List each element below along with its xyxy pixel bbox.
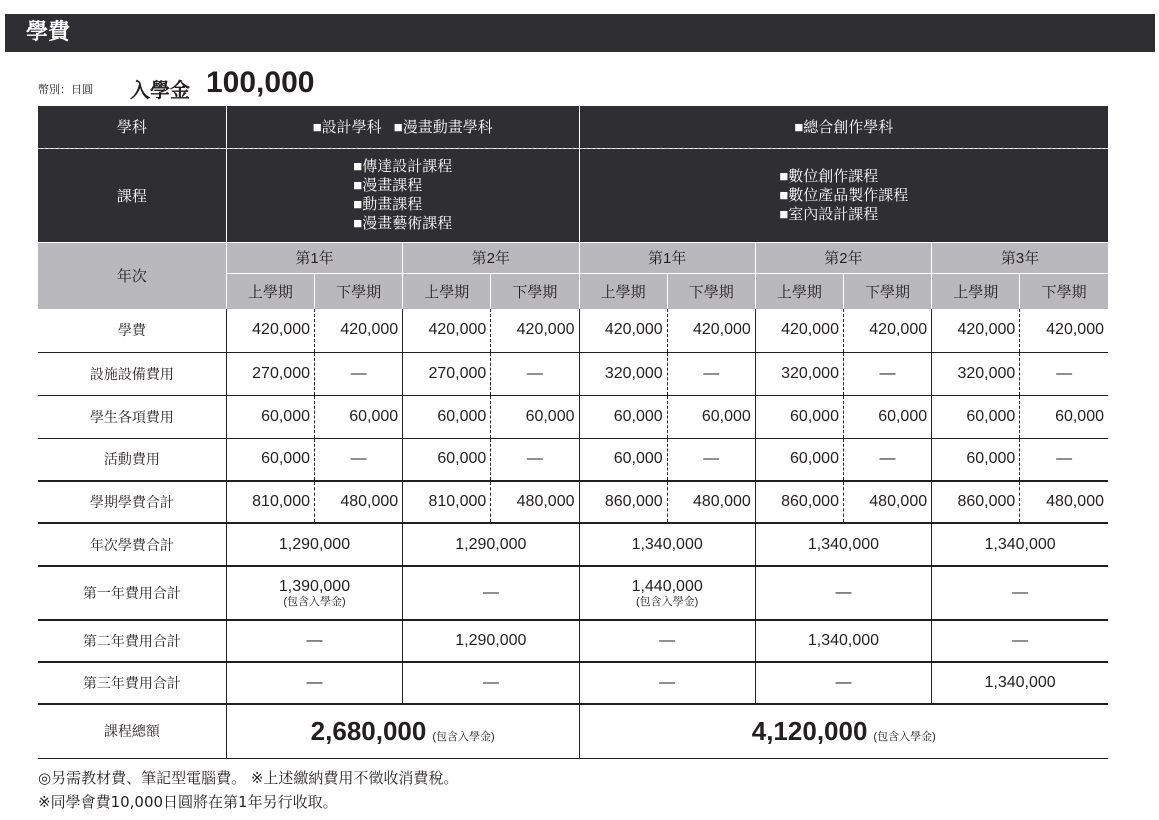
fee-cell: 420,000 (932, 309, 1020, 352)
row-label: 學期學費合計 (38, 481, 226, 523)
row-label: 學生各項費用 (38, 395, 226, 438)
section-banner (5, 14, 1155, 52)
year-total-cell: — (579, 662, 755, 704)
fee-cell: 420,000 (315, 309, 403, 352)
course-option: ■ 漫畫課程 (353, 176, 452, 195)
fee-cell: 60,000 (843, 395, 931, 438)
fee-cell: 420,000 (579, 309, 667, 352)
fee-cell: 480,000 (315, 481, 403, 523)
semester-header: 上學期 (226, 273, 314, 309)
fee-cell: 60,000 (403, 395, 491, 438)
fee-cell: — (315, 352, 403, 395)
major-option: ■ 漫畫動畫學科 (394, 119, 493, 136)
row-label: 第二年費用合計 (38, 620, 226, 662)
group-a-majors (226, 106, 579, 148)
course-option: ■ 數位產品製作課程 (779, 186, 908, 205)
admission-included-note: (包含入學金) (283, 596, 346, 608)
footnotes (38, 766, 458, 814)
course-option: ■ 數位創作課程 (779, 167, 908, 186)
semester-header: 上學期 (403, 273, 491, 309)
fee-cell: 60,000 (1020, 395, 1108, 438)
fee-cell: 60,000 (755, 395, 843, 438)
row-label: 設施設備費用 (38, 352, 226, 395)
year-total-cell: 1,340,000 (755, 620, 931, 662)
annual-total-cell: 1,290,000 (226, 523, 402, 566)
fee-cell: 860,000 (932, 481, 1020, 523)
year-header: 第2年 (403, 242, 579, 273)
annual-total-cell: 1,340,000 (755, 523, 931, 566)
year3-total-row (38, 662, 1108, 704)
fee-cell: 420,000 (1020, 309, 1108, 352)
tuition-table (38, 106, 1108, 759)
course-option: ■ 室內設計課程 (779, 205, 908, 224)
currency-note: 幣別：日圓 (38, 83, 93, 96)
course-total-cell (226, 704, 579, 758)
year1-total-row (38, 566, 1108, 620)
fee-cell: — (491, 352, 579, 395)
fee-cell: 60,000 (226, 438, 314, 481)
fee-cell: 60,000 (667, 395, 755, 438)
year-total-cell: — (932, 620, 1108, 662)
row-label: 學費 (38, 309, 226, 352)
fee-cell: — (667, 438, 755, 481)
annual-total-cell: 1,340,000 (932, 523, 1108, 566)
year-total-cell: — (579, 620, 755, 662)
fee-cell: 60,000 (315, 395, 403, 438)
major-row (38, 106, 1108, 148)
course-option: ■ 動畫課程 (353, 195, 452, 214)
admission-included-note: (包含入學金) (635, 596, 699, 608)
admission-fee-label: 入學金 (130, 78, 190, 102)
year-total-cell: — (755, 662, 931, 704)
year-header: 第1年 (579, 242, 755, 273)
course-option: ■ 漫畫藝術課程 (353, 214, 452, 233)
semester-header: 上學期 (579, 273, 667, 309)
year-total-cell: 1,290,000 (403, 620, 579, 662)
course-row (38, 148, 1108, 242)
fee-cell: — (843, 352, 931, 395)
annual-total-cell: 1,340,000 (579, 523, 755, 566)
group-a-courses (226, 148, 579, 242)
fee-cell: 480,000 (491, 481, 579, 523)
group-b-courses (579, 148, 1108, 242)
fee-cell: 810,000 (403, 481, 491, 523)
semester-header: 下學期 (1020, 273, 1108, 309)
semester-header: 下學期 (667, 273, 755, 309)
semester-header: 下學期 (315, 273, 403, 309)
major-option: ■ 總合創作學科 (794, 119, 893, 136)
semester-header: 下學期 (491, 273, 579, 309)
fee-cell: — (491, 438, 579, 481)
course-total-amount: 4,120,000 (751, 715, 868, 746)
fee-cell: — (667, 352, 755, 395)
year-row-label: 年次 (38, 242, 226, 309)
fee-cell: 420,000 (843, 309, 931, 352)
semester-header: 上學期 (932, 273, 1020, 309)
fee-cell: — (1020, 352, 1108, 395)
table-row (38, 352, 1108, 395)
year-total-value: 1,390,000 (278, 578, 351, 595)
row-label: 第一年費用合計 (38, 566, 226, 620)
year2-total-row (38, 620, 1108, 662)
footnote: ◎另需教材費、筆記型電腦費。 ※上述繳納費用不徵收消費稅。 (38, 769, 459, 787)
fee-cell: — (1020, 438, 1108, 481)
fee-cell: 270,000 (403, 352, 491, 395)
table-row (38, 309, 1108, 352)
section-title: 學費 (26, 20, 71, 45)
major-row-label: 學科 (38, 106, 226, 148)
admission-fee-amount: 100,000 (206, 66, 315, 99)
fee-cell: 420,000 (226, 309, 314, 352)
semester-header: 下學期 (843, 273, 931, 309)
course-total-amount: 2,680,000 (310, 715, 427, 746)
fee-cell: 60,000 (932, 438, 1020, 481)
table-row (38, 438, 1108, 481)
semester-header: 上學期 (755, 273, 843, 309)
row-label: 第三年費用合計 (38, 662, 226, 704)
fee-cell: 860,000 (579, 481, 667, 523)
fee-cell: 420,000 (491, 309, 579, 352)
fee-cell: 60,000 (226, 395, 314, 438)
major-option: ■ 設計學科 (313, 119, 382, 136)
fee-cell: 420,000 (667, 309, 755, 352)
year-total-value: 1,440,000 (631, 578, 703, 595)
year-total-cell (579, 566, 755, 620)
fee-cell: 480,000 (667, 481, 755, 523)
annual-total-cell: 1,290,000 (403, 523, 579, 566)
fee-cell: — (843, 438, 931, 481)
admission-included-note: (包含入學金) (873, 730, 936, 743)
year-total-cell: — (403, 566, 579, 620)
year-total-cell: — (755, 566, 931, 620)
fee-cell: 420,000 (755, 309, 843, 352)
fee-cell: 60,000 (579, 438, 667, 481)
year-header: 第2年 (755, 242, 931, 273)
year-total-cell: — (226, 662, 402, 704)
fee-cell: 320,000 (755, 352, 843, 395)
admission-included-note: (包含入學金) (432, 730, 495, 743)
fee-cell: 320,000 (932, 352, 1020, 395)
footnote: ※同學會費10,000日圓將在第1年另行收取。 (38, 793, 338, 811)
table-row (38, 395, 1108, 438)
row-label: 年次學費合計 (38, 523, 226, 566)
row-label: 活動費用 (38, 438, 226, 481)
fee-cell: 860,000 (755, 481, 843, 523)
fee-cell: 60,000 (932, 395, 1020, 438)
course-row-label: 課程 (38, 148, 226, 242)
year-total-cell: — (932, 566, 1108, 620)
year-total-cell (226, 566, 402, 620)
year-total-cell: — (226, 620, 402, 662)
fee-cell: 60,000 (403, 438, 491, 481)
fee-cell: — (315, 438, 403, 481)
fee-cell: 810,000 (226, 481, 314, 523)
fee-cell: 60,000 (491, 395, 579, 438)
annual-total-row (38, 523, 1108, 566)
group-b-majors (579, 106, 1108, 148)
fee-cell: 60,000 (755, 438, 843, 481)
table-row (38, 481, 1108, 523)
fee-cell: 60,000 (579, 395, 667, 438)
course-option: ■ 傳達設計課程 (353, 157, 452, 176)
row-label: 課程總額 (38, 704, 226, 758)
fee-cell: 420,000 (403, 309, 491, 352)
course-total-row (38, 704, 1108, 758)
year-row (38, 242, 1108, 273)
fee-cell: 480,000 (1020, 481, 1108, 523)
year-header: 第1年 (226, 242, 402, 273)
year-total-cell: 1,340,000 (932, 662, 1108, 704)
year-header: 第3年 (932, 242, 1108, 273)
fee-cell: 270,000 (226, 352, 314, 395)
year-total-cell: — (403, 662, 579, 704)
fee-cell: 320,000 (579, 352, 667, 395)
fee-cell: 480,000 (843, 481, 931, 523)
course-total-cell (579, 704, 1108, 758)
